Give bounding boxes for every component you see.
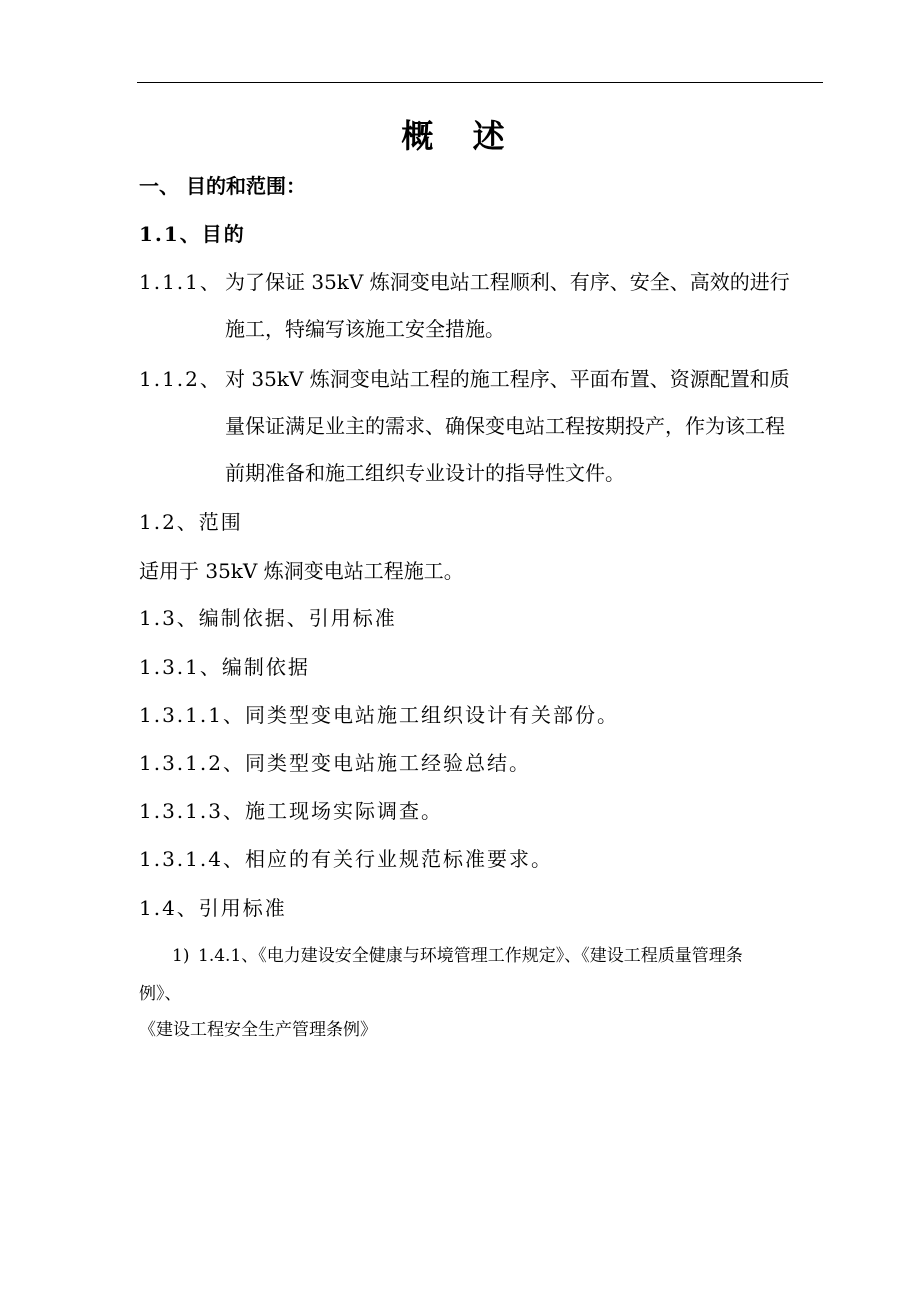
item-number-1-1-2: 1.1.2、 (139, 367, 222, 391)
item-1-3-1-1: 1.3.1.1、同类型变电站施工组织设计有关部份。 (139, 703, 619, 727)
standards-line-3: 《建设工程安全生产管理条例》 (139, 1020, 377, 1040)
item-1-3-1-4: 1.3.1.4、相应的有关行业规范标准要求。 (139, 847, 553, 871)
heading-1-2: 1.2、范围 (139, 510, 243, 534)
heading-1-1: 1.1、目的 (139, 222, 246, 246)
item-number-1-1-1: 1.1.1、 (139, 270, 222, 294)
page-title: 概 述 (401, 117, 519, 155)
standards-line-1: 1.4.1、《电力建设安全健康与环境管理工作规定》、《建设工程质量管理条 (198, 946, 743, 966)
paragraph-1-1-1-line-1: 为了保证 35kV 炼洞变电站工程顺利、有序、安全、高效的进行 (225, 270, 790, 294)
list-marker: 1) (172, 946, 190, 966)
header-rule (137, 82, 823, 83)
paragraph-1-1-2-line-2: 量保证满足业主的需求、确保变电站工程按期投产，作为该工程 (225, 414, 785, 438)
paragraph-1-1-2-line-3: 前期准备和施工组织专业设计的指导性文件。 (225, 461, 625, 485)
section-heading-purpose-scope: 一、 目的和范围： (139, 174, 306, 198)
heading-1-3-1: 1.3.1、编制依据 (139, 655, 310, 679)
paragraph-1-1-1-line-2: 施工，特编写该施工安全措施。 (225, 317, 505, 341)
paragraph-1-2: 适用于 35kV 炼洞变电站工程施工。 (139, 559, 464, 583)
item-1-3-1-3: 1.3.1.3、施工现场实际调查。 (139, 799, 443, 823)
paragraph-1-1-2-line-1: 对 35kV 炼洞变电站工程的施工程序、平面布置、资源配置和质 (225, 367, 790, 391)
heading-1-3: 1.3、编制依据、引用标准 (139, 606, 397, 630)
standards-line-2: 例》、 (139, 984, 182, 1004)
heading-1-4: 1.4、引用标准 (139, 896, 287, 920)
item-1-3-1-2: 1.3.1.2、同类型变电站施工经验总结。 (139, 751, 531, 775)
